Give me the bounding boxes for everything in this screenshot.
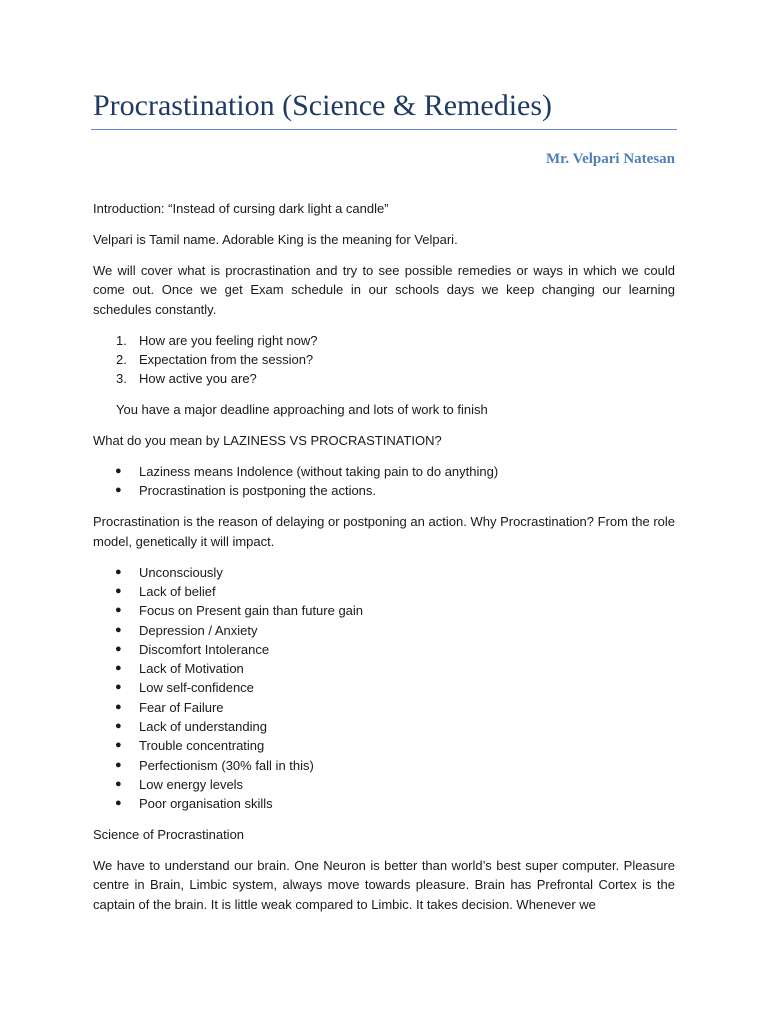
list-item-text: Unconsciously bbox=[139, 564, 223, 580]
deadline-paragraph: You have a major deadline approaching and lots of work to finish bbox=[116, 402, 488, 418]
list-item-text: Procrastination is postponing the actions. bbox=[139, 483, 377, 499]
cover-paragraph: We will cover what is procrastination and try to see possible remedies or ways in which we could come out. Once we get Exam schedule in our schools days we keep changing our learning schedules constantly. bbox=[93, 262, 675, 317]
bullet-icon: ● bbox=[115, 465, 122, 478]
list-item bbox=[93, 659, 675, 678]
reason-paragraph: Procrastination is the reason of delaying or postponing an action. Why Procrastination? From the role model, genetically it will impact. bbox=[93, 514, 675, 549]
list-item-text: Fear of Failure bbox=[139, 699, 224, 715]
bullet-icon: ● bbox=[115, 484, 122, 497]
list-number: 3. bbox=[116, 371, 127, 387]
bullet-icon: ● bbox=[115, 797, 122, 810]
list-item-text: Lack of understanding bbox=[139, 719, 267, 735]
bullet-icon: ● bbox=[115, 758, 122, 771]
list-item-text: Lack of Motivation bbox=[139, 661, 244, 677]
list-item bbox=[93, 563, 675, 582]
list-item-text: Poor organisation skills bbox=[139, 796, 273, 812]
list-item bbox=[93, 331, 675, 350]
list-item bbox=[93, 481, 675, 500]
list-item bbox=[93, 698, 675, 717]
list-item-text: Perfectionism (30% fall in this) bbox=[139, 757, 314, 773]
bullet-icon: ● bbox=[115, 604, 122, 617]
list-item bbox=[93, 794, 675, 813]
list-item bbox=[93, 678, 675, 697]
bullet-icon: ● bbox=[115, 642, 122, 655]
author-name: Mr. Velpari Natesan bbox=[545, 151, 675, 167]
intro-paragraph: Introduction: “Instead of cursing dark light a candle” bbox=[93, 201, 389, 216]
list-item-text: Discomfort Intolerance bbox=[139, 641, 270, 657]
bullet-icon: ● bbox=[115, 681, 122, 694]
list-item-text: Low energy levels bbox=[139, 776, 244, 792]
velpari-paragraph: Velpari is Tamil name. Adorable King is the meaning for Velpari. bbox=[93, 231, 458, 247]
list-item-text: Laziness means Indolence (without taking pain to do anything) bbox=[139, 464, 499, 480]
list-item bbox=[93, 640, 675, 659]
bullet-icon: ● bbox=[115, 700, 122, 713]
bullet-icon: ● bbox=[115, 623, 122, 636]
list-item bbox=[93, 717, 675, 736]
list-item-text: Trouble concentrating bbox=[139, 738, 265, 754]
list-number: 1. bbox=[116, 332, 127, 348]
list-item bbox=[93, 621, 675, 640]
list-item bbox=[93, 601, 675, 620]
laziness-list bbox=[93, 462, 675, 501]
list-item bbox=[93, 582, 675, 601]
bullet-icon: ● bbox=[115, 662, 122, 675]
science-paragraph: We have to understand our brain. One Neuron is better than world’s best super computer. Pleasure centre in Brain, Limbic system, always move towards pleasure. Brain has Prefrontal Cortex is the captain of the brain. It is little weak compared to Limbic. It takes decision. Whenever we bbox=[93, 858, 675, 912]
list-number: 2. bbox=[116, 351, 127, 367]
list-item bbox=[93, 350, 675, 369]
science-heading: Science of Procrastination bbox=[93, 827, 245, 843]
bullet-icon: ● bbox=[115, 777, 122, 790]
list-item-text: Expectation from the session? bbox=[139, 351, 314, 367]
laziness-question: What do you mean by LAZINESS VS PROCRASTINATION? bbox=[93, 433, 442, 449]
list-item bbox=[93, 369, 675, 388]
questions-list bbox=[93, 331, 675, 389]
list-item-text: Depression / Anxiety bbox=[139, 622, 258, 638]
list-item-text: How are you feeling right now? bbox=[139, 332, 318, 348]
list-item bbox=[93, 462, 675, 481]
document-body bbox=[93, 199, 675, 926]
list-item-text: Low self-confidence bbox=[139, 680, 254, 696]
list-item bbox=[93, 775, 675, 794]
causes-list bbox=[93, 563, 675, 814]
title-underline bbox=[91, 129, 677, 130]
bullet-icon: ● bbox=[115, 739, 122, 752]
list-item-text: Focus on Present gain than future gain bbox=[139, 603, 364, 619]
list-item-text: Lack of belief bbox=[139, 583, 216, 599]
bullet-icon: ● bbox=[115, 584, 122, 597]
list-item-text: How active you are? bbox=[139, 371, 257, 387]
bullet-icon: ● bbox=[115, 720, 122, 733]
bullet-icon: ● bbox=[115, 565, 122, 578]
list-item bbox=[93, 756, 675, 775]
list-item bbox=[93, 736, 675, 755]
document-title: Procrastination (Science & Remedies) bbox=[93, 89, 553, 122]
